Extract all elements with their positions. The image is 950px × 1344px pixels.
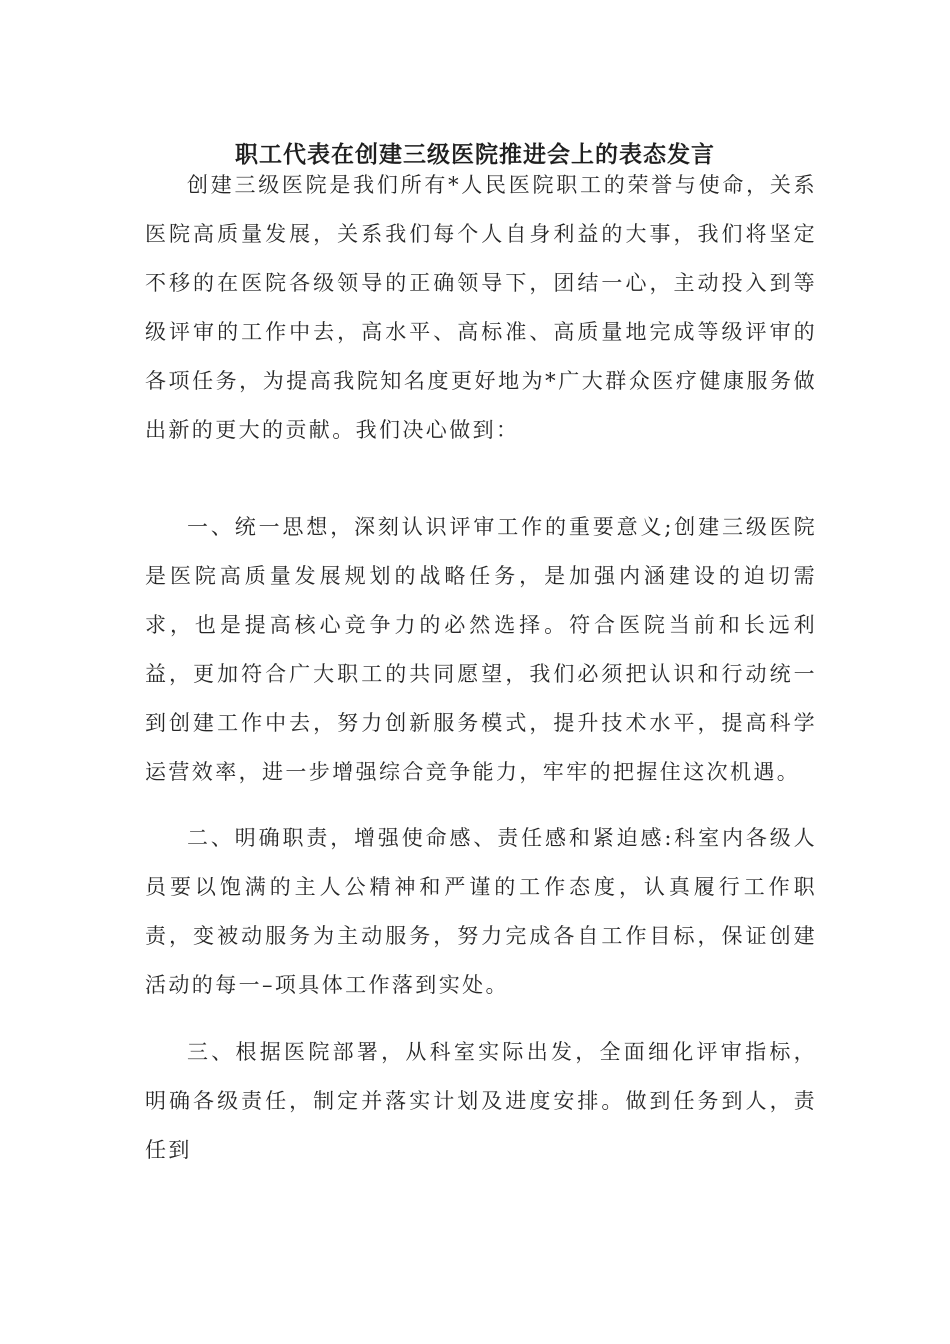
paragraph-point-three: 三、根据医院部署，从科室实际出发，全面细化评审指标，明确各级责任，制定并落实计划及进度安排。做到任务到人，责任到	[145, 1040, 817, 1162]
paragraph-point-two: 二、明确职责，增强使命感、责任感和紧迫感:科室内各级人员要以饱满的主人公精神和严谨的工作态度，认真履行工作职责，变被动服务为主动服务，努力完成各自工作目标，保证创建活动的每一–项具体工作落到实处。	[145, 826, 817, 997]
paragraph-point-one: 一、统一思想，深刻认识评审工作的重要意义;创建三级医院是医院高质量发展规划的战略任务，是加强内涵建设的迫切需求，也是提高核心竞争力的必然选择。符合医院当前和长远利益，更加符合广大职工的共同愿望，我们必须把认识和行动统一到创建工作中去，努力创新服务模式，提升技术水平，提高科学运营效率，进一步增强综合竞争能力，牢牢的把握住这次机遇。	[145, 515, 817, 784]
document-title: 职工代表在创建三级医院推进会上的表态发言	[235, 141, 715, 168]
paragraph-intro: 创建三级医院是我们所有*人民医院职工的荣誉与使命，关系医院高质量发展，关系我们每个人自身利益的大事，我们将坚定不移的在医院各级领导的正确领导下，团结一心，主动投入到等级评审的工作中去，高水平、高标准、高质量地完成等级评审的各项任务，为提高我院知名度更好地为*广大群众医疗健康服务做出新的更大的贡献。我们决心做到：	[145, 173, 817, 442]
